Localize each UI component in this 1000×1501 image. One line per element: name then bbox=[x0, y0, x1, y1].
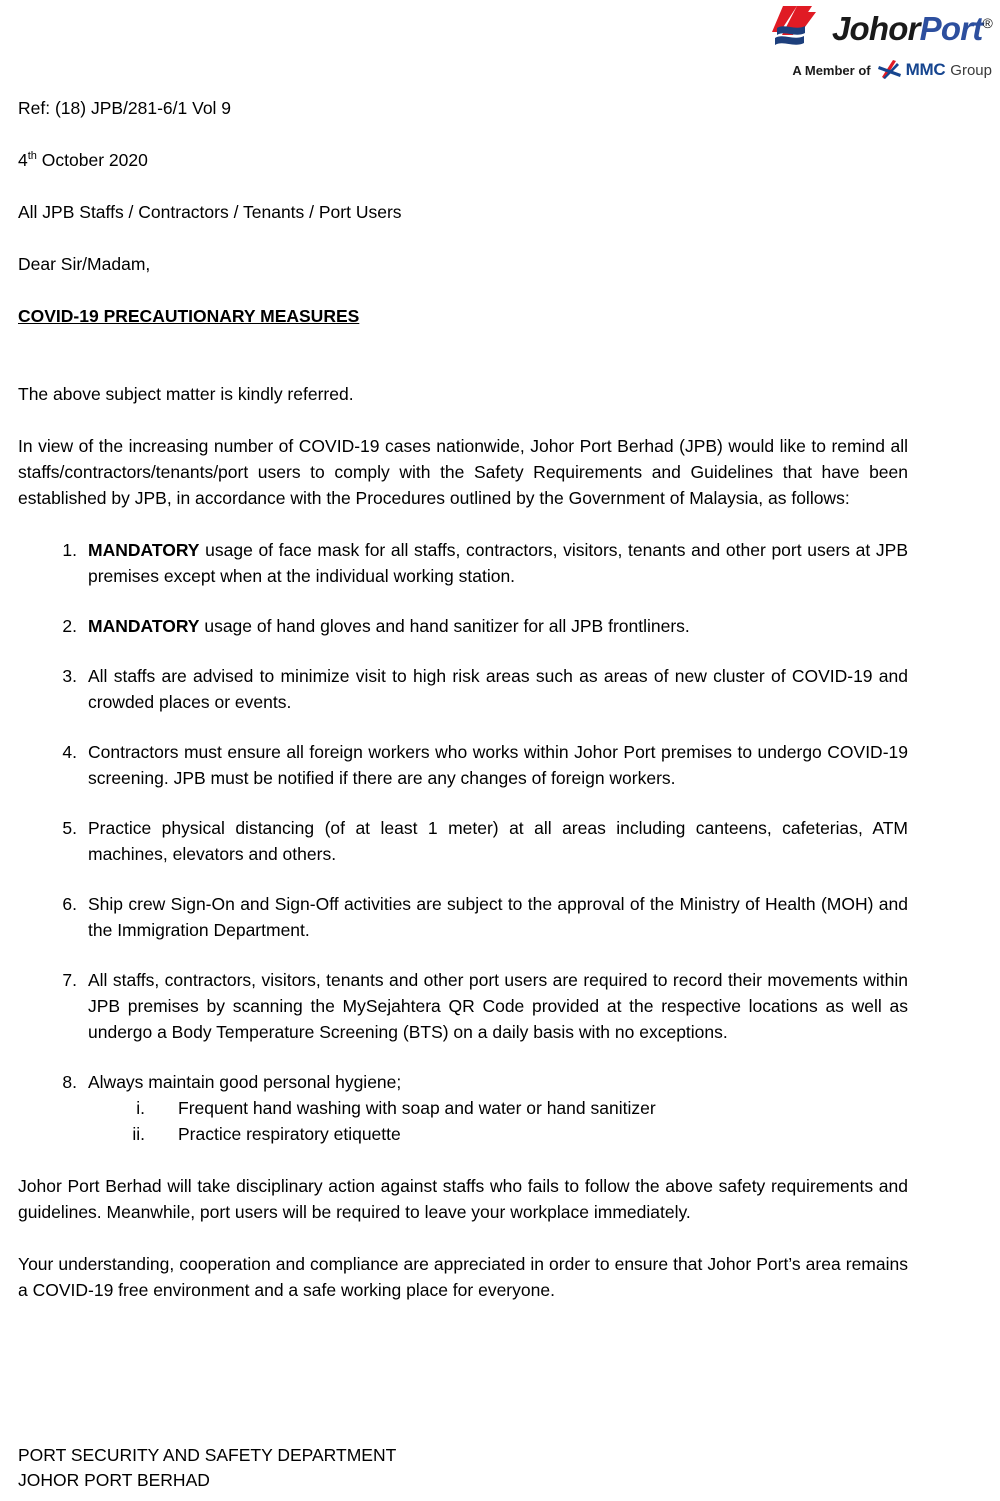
wordmark-johor: Johor bbox=[832, 9, 920, 47]
signature-department: PORT SECURITY AND SAFETY DEPARTMENT bbox=[18, 1445, 397, 1465]
list-item bbox=[18, 537, 908, 589]
list-item-bold-prefix: MANDATORY bbox=[88, 540, 200, 560]
johorport-wordmark bbox=[832, 9, 992, 47]
letter-body bbox=[18, 95, 908, 1329]
sublist-item-text: Frequent hand washing with soap and water or hand sanitizer bbox=[178, 1098, 656, 1118]
sublist-item-text: Practice respiratory etiquette bbox=[178, 1124, 401, 1144]
list-item-bold-prefix: MANDATORY bbox=[88, 616, 200, 636]
list-item-text: All staffs, contractors, visitors, tenants and other port users are required to record their movements within JPB premises by scanning the MySejahtera QR Code provided at the respective locations as well as undergo a Body Temperature Screening (BTS) on a daily basis with no exceptions. bbox=[88, 970, 908, 1042]
sublist-item bbox=[88, 1121, 908, 1147]
closing-block bbox=[18, 1173, 908, 1303]
list-marker: 3. bbox=[62, 666, 77, 686]
letterhead bbox=[762, 2, 992, 88]
reference-number: Ref: (18) JPB/281-6/1 Vol 9 bbox=[18, 98, 232, 118]
measures-list bbox=[18, 537, 908, 1147]
hygiene-sublist bbox=[88, 1095, 908, 1147]
sublist-marker: ii. bbox=[132, 1124, 145, 1144]
list-marker: 6. bbox=[62, 894, 77, 914]
member-of-label: A Member of bbox=[792, 62, 871, 78]
list-item bbox=[18, 967, 908, 1045]
wordmark-port: Port bbox=[919, 9, 983, 47]
johorport-logo bbox=[762, 2, 992, 54]
list-marker: 4. bbox=[62, 742, 77, 762]
date-ordinal-suffix: th bbox=[27, 150, 37, 163]
addressee: All JPB Staffs / Contractors / Tenants / Port Users bbox=[18, 202, 402, 222]
list-marker: 8. bbox=[62, 1072, 77, 1092]
sublist-marker: i. bbox=[136, 1098, 145, 1118]
list-item-text: usage of face mask for all staffs, contractors, visitors, tenants and other port users at JPB premises except when at the individual working station. bbox=[88, 540, 908, 586]
list-marker: 2. bbox=[62, 616, 77, 636]
list-marker: 5. bbox=[62, 818, 77, 838]
closing-paragraph-1: Johor Port Berhad will take disciplinary action against staffs who fails to follow the above safety requirements and guidelines. Meanwhile, port users will be required to leave your workplace immediately. bbox=[18, 1176, 908, 1222]
intro-paragraph: In view of the increasing number of COVID-19 cases nationwide, Johor Port Berhad (JPB) would like to remind all staffs/contractors/tenants/port users to comply with the Safety Requirements and Guidelines that have been established by JPB, in accordance with the Procedures outlined by the Government of Malaysia, as follows: bbox=[18, 436, 908, 508]
date-rest: October 2020 bbox=[36, 150, 148, 170]
mmc-group-lockup bbox=[762, 59, 992, 81]
list-item bbox=[18, 1069, 908, 1147]
list-marker: 7. bbox=[62, 970, 77, 990]
list-item-text: Practice physical distancing (of at least 1 meter) at all areas including canteens, cafeterias, ATM machines, elevators and others. bbox=[88, 818, 908, 864]
date-day: 4 bbox=[18, 150, 28, 170]
list-item bbox=[18, 663, 908, 715]
list-item-text: usage of hand gloves and hand sanitizer for all JPB frontliners. bbox=[199, 616, 690, 636]
list-item bbox=[18, 739, 908, 791]
salutation: Dear Sir/Madam, bbox=[18, 254, 151, 274]
list-item-text: All staffs are advised to minimize visit to high risk areas such as areas of new cluster of COVID-19 and crowded places or events. bbox=[88, 666, 908, 712]
signature-company: JOHOR PORT BERHAD bbox=[18, 1470, 210, 1490]
mmc-star-icon bbox=[877, 60, 903, 80]
mmc-group-label: Group bbox=[950, 61, 992, 79]
signature-block bbox=[18, 1443, 618, 1493]
letter-date bbox=[18, 147, 908, 173]
registered-trademark-icon: ® bbox=[982, 14, 992, 31]
reference-line: The above subject matter is kindly referred. bbox=[18, 384, 354, 404]
mmc-wordmark: MMC bbox=[905, 60, 946, 79]
list-item bbox=[18, 891, 908, 943]
subject-wrap bbox=[18, 303, 908, 355]
list-item bbox=[18, 815, 908, 867]
subject-heading: COVID-19 PRECAUTIONARY MEASURES bbox=[18, 306, 360, 326]
list-item-text: Always maintain good personal hygiene; bbox=[88, 1072, 402, 1092]
list-item-text: Ship crew Sign-On and Sign-Off activities are subject to the approval of the Ministry of Health (MOH) and the Immigration Department. bbox=[88, 894, 908, 940]
sublist-item bbox=[88, 1095, 908, 1121]
list-marker: 1. bbox=[62, 540, 77, 560]
list-item bbox=[18, 613, 908, 639]
johorport-sail-icon bbox=[771, 5, 829, 51]
closing-paragraph-2: Your understanding, cooperation and compliance are appreciated in order to ensure that Johor Port’s area remains a COVID-19 free environment and a safe working place for everyone. bbox=[18, 1254, 908, 1300]
list-item-text: Contractors must ensure all foreign workers who works within Johor Port premises to undergo COVID-19 screening. JPB must be notified if there are any changes of foreign workers. bbox=[88, 742, 908, 788]
